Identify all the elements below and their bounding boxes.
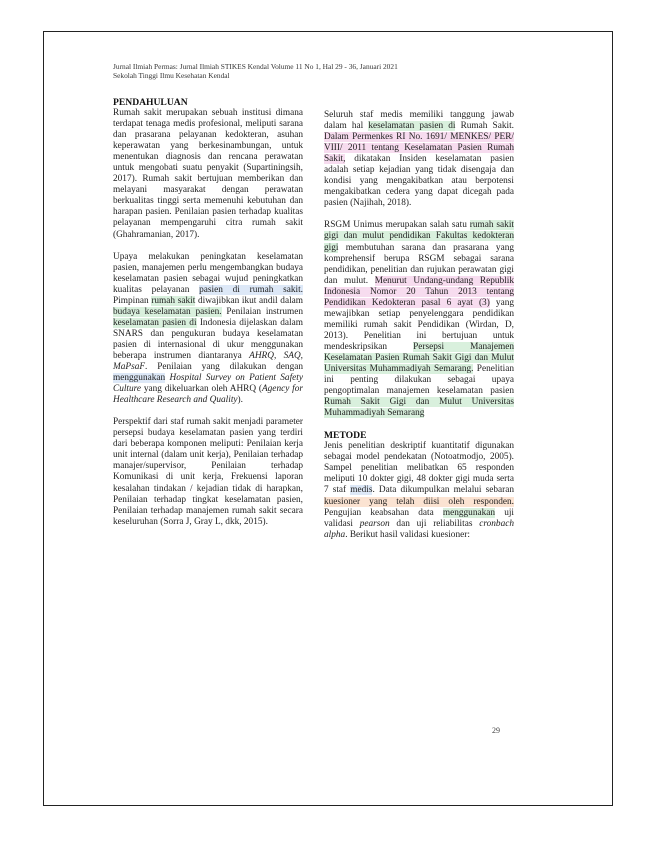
paragraph-perspektif: Perspektif dari staf rumah sakit menjadi parameter persepsi budaya keselamatan pasien yang terdiri dari beberapa komponen meliputi: Penilaian kerja unit internal (dalam unit kerja), Penilaian terhadap manajer/supervisor, Penilaian terhadap Komunikasi di unit kerja, Frekuensi laporan kesalahan tindakan / kejadian tidak di harapkan, Penilaian terhadap tingkat keselamatan pasien, Penilaian terhadap manajemen rumah sakit secara keseluruhan (Sorra J, Gray L, dkk, 2015). — [113, 417, 303, 527]
text-run: Seluruh staf medis memiliki tanggung jawab dalam hal — [324, 110, 514, 132]
italic-agency: Agency for Healthcare Research and Quality — [113, 384, 303, 406]
paragraph-seluruh-staf — [324, 110, 514, 209]
text-run: Indonesia dijelaskan dalam SNARS dan pengukuran budaya keselamatan pasien di internasional di ukur menggunakan beberapa instrumen diantaranya — [113, 317, 303, 361]
highlight-rumah-sakit: rumah sakit — [151, 295, 196, 306]
highlight-rsgm-definition: rumah sakit gigi dan mulut pendidikan Fakultas kedokteran gigi — [324, 220, 514, 253]
highlight-medis: medis — [350, 485, 373, 496]
page-number: 29 — [492, 726, 500, 735]
journal-header — [113, 62, 433, 80]
italic-pearson: pearson — [359, 518, 390, 529]
highlight-undang-undang: Menurut Undang-undang Republik Indonesia Nomor 20 Tahun 2013 tentang Pendidikan Kedokteran pasal 6 ayat (3) — [324, 275, 514, 308]
text-run: . Penilaian yang dilakukan dengan — [145, 362, 303, 373]
text-run: Jenis penelitian deskriptif kuantitatif digunakan sebagai model pendekatan (Notoatmodjo, 2005). Sampel penelitian melibatkan 65 responden meliputi 10 dokter gigi, 48 dokter gigi muda serta 7 staf — [324, 441, 514, 496]
text-run: membutuhan sarana dan prasarana yang komprehensif berupa RSGM sebagai sarana pendidikan, penelitian dan rujukan perawatan gigi dan mulut. — [324, 242, 514, 286]
paragraph-rumah-sakit: Rumah sakit merupakan sebuah institusi dimana terdapat tenaga medis profesional, meliputi sarana dan prasarana pelayanan kedokteran, asuhan keperawatan yang berkesinambungan, untuk menentukan diagnosis dan rencana perawatan untuk mengobati suatu penyakit (Supartiningsih, 2017). Rumah sakit bertujuan memberikan dan melayani masyarakat dengan perawatan berkualitas tinggi serta memenuhi kebutuhan dan harapan pasien. Penilaian pasien terhadap kualitas pelayanan mempengaruhi citra rumah sakit (Ghahramanian, 2017). — [113, 108, 303, 240]
text-run: Rumah Sakit. — [455, 121, 514, 132]
text-run: ). — [237, 395, 243, 406]
highlight-keselamatan: keselamatan pasien di — [113, 317, 197, 328]
paragraph-rsgm — [324, 220, 514, 419]
right-column — [324, 110, 514, 541]
text-run: uji validasi — [324, 507, 515, 529]
highlight-menggunakan: menggunakan — [113, 373, 166, 384]
section-heading-pendahuluan: PENDAHULUAN — [113, 97, 188, 108]
text-run: yang mewajibkan setiap penyelenggara pendidikan memiliki rumah sakit Pendidikan (Wirdan, D, 2013). Penelitian ini bertujuan untuk mendeskripsikan — [324, 297, 514, 352]
italic-survey: Hospital Survey on Patient Safety Culture — [113, 373, 303, 395]
italic-cronbach: cronbach alpha — [324, 518, 514, 540]
paragraph-upaya — [113, 252, 303, 407]
text-run: . Berikut hasil validasi kuesioner: — [345, 529, 470, 540]
section-heading-metode: METODE — [324, 430, 367, 442]
highlight-pasien-rumah-sakit: pasien di rumah sakit. — [199, 284, 304, 295]
text-run: Penilaian instrumen — [221, 306, 303, 317]
italic-instruments: AHRQ, SAQ, MaPsaF — [113, 350, 303, 373]
paragraph-metode — [324, 441, 514, 540]
left-column — [113, 97, 303, 528]
text-run: . Data dikumpulkan melalui sebaran — [372, 485, 514, 496]
highlight-keselamatan-pasien: keselamatan pasien di — [368, 121, 456, 132]
highlight-budaya: budaya keselamatan pasien. — [113, 306, 222, 317]
text-run: Upaya melakukan peningkatan keselamatan pasien, manajemen perlu mengembangkan budaya keselamatan pasien sebagai wujud peningkatkan kualitas pelayanan — [113, 251, 303, 295]
text-run: diwajibkan ikut andil dalam — [195, 295, 304, 306]
highlight-menggunakan-uji: menggunakan — [442, 507, 496, 518]
highlight-rsgm-name: Rumah Sakit Gigi dan Mulut Universitas Muhammadiyah Semarang — [324, 397, 514, 419]
text-run: dikatakan Insiden keselamatan pasien adalah setiap kejadian yang tidak disengaja dan kondisi yang mengakibatkan atau berpotensi mengakibatkan cedera yang dapat dicegah pada pasien (Najihah, 2018). — [324, 154, 514, 209]
text-run: Pimpinan — [113, 295, 152, 306]
text-run: Penelitian ini penting dilakukan sebagai upaya pengoptimalan manajemen keselamatan pasien — [324, 364, 514, 397]
highlight-kuesioner: kuesioner yang telah diisi oleh responden. — [324, 496, 514, 507]
highlight-permenkes: Dalam Permenkes RI No. 1691/ MENKES/ PER/ VIII/ 2011 tentang Keselamatan Pasien Rumah Sakit, — [324, 132, 514, 165]
text-run: dan uji reliabilitas — [389, 518, 480, 529]
highlight-persepsi: Persepsi Manajemen Keselamatan Pasien Rumah Sakit Gigi dan Mulut Universitas Muhammadiyah Semarang. — [324, 341, 514, 375]
text-run: yang dikeluarkan oleh AHRQ ( — [141, 384, 262, 395]
text-run: Pengujian keabsahan data — [324, 507, 443, 518]
journal-header-line2: Sekolah Tinggi Ilmu Kesehatan Kendal — [113, 71, 230, 80]
journal-header-line1: Jurnal Ilmiah Permas: Jurnal Ilmiah STIKES Kendal Volume 11 No 1, Hal 29 - 36, Januari 2021 — [113, 62, 398, 71]
text-run: RSGM Unimus merupakan salah satu — [324, 220, 470, 231]
